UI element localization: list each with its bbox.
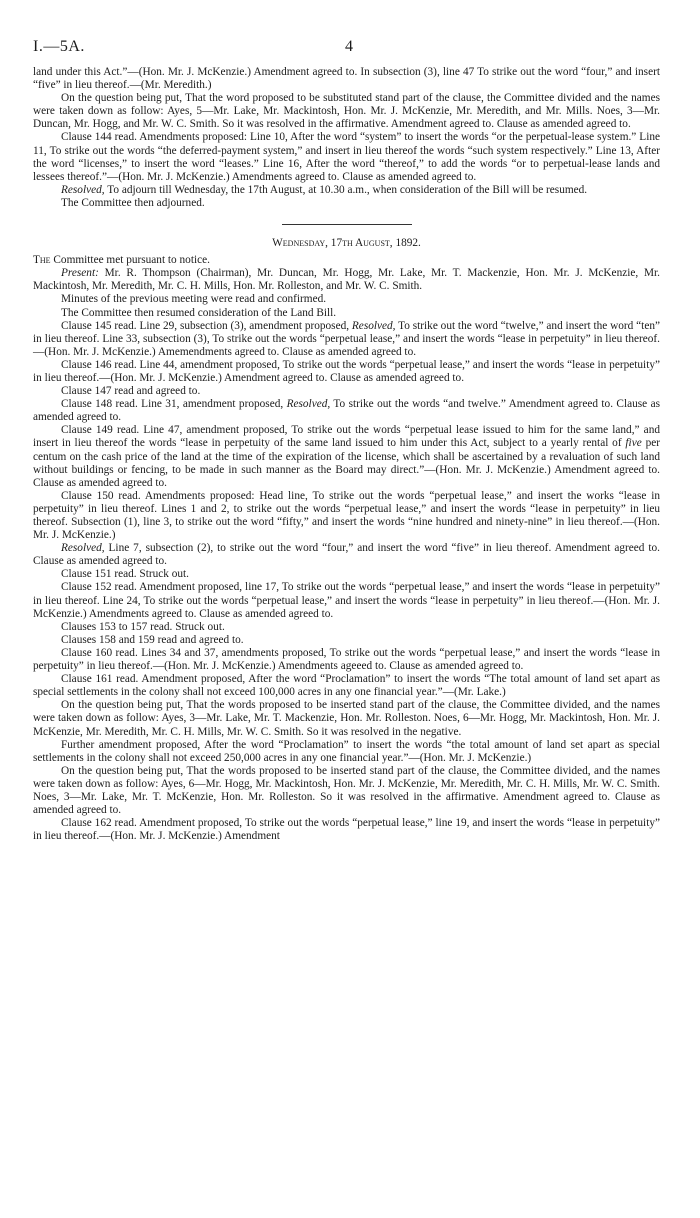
- page-header: [33, 40, 660, 66]
- clause-149-text: per centum on the cash price of the land at the time of the expiration of the license, which shall be ascertained by a revaluation of such land without buildings or fencing, to be made in such manner as the Board may direct.”—(Hon. Mr. J. McKenzie.) Amendment agreed to. Clause as amended agreed to.: [33, 437, 660, 489]
- paragraph-resumed: The Committee then resumed consideration of the Land Bill.: [61, 306, 337, 319]
- paragraph-division-2: On the question being put, That the words proposed to be inserted stand part of the clause, the Committee divided, and the names were taken down as follow: Ayes, 6—Mr. Hogg, Mr. Mackintosh, Hon. Mr. J. McKenzie, Mr. Meredith, Mr. C. H. Mills, Mr. W. C. Smith. Noes, 3—Mr. Lake, Mr. T. McKenzie, Hon. Mr. Rolleston. So it was resolved in the affirmative. Amendment agreed to. Clause as amended agreed to.: [33, 764, 660, 817]
- paragraph-clause-152: Clause 152 read. Amendment proposed, line 17, To strike out the words “perpetual lease,” and insert the words “lease in perpetuity” in lieu thereof. Line 24, To strike out the words “perpetual lease,” and insert the words “lease in perpetuity” in lieu thereof.—(Hon. Mr. J. McKenzie.) Amendments agreed to. Clause as amended agreed to.: [33, 581, 660, 620]
- clause-148-lead: Clause 148 read. Line 31, amendment proposed,: [61, 398, 287, 411]
- present-label: Present:: [61, 267, 99, 280]
- paragraph-clause-160: Clause 160 read. Lines 34 and 37, amendments proposed, To strike out the words “perpetual lease,” and insert the words “lease in perpetuity” in lieu thereof.—(Hon. Mr. J. McKenzie.) Amendments ageeed to. Clause as amended agreed to.: [33, 646, 660, 673]
- met-lead: The: [33, 254, 51, 267]
- paper-reference: I.—5A.: [33, 38, 85, 55]
- paragraph-present: [33, 267, 660, 293]
- paragraph-clause-147: Clause 147 read and agreed to.: [61, 385, 201, 398]
- section-divider: [282, 224, 412, 225]
- present-text: Mr. R. Thompson (Chairman), Mr. Duncan, Mr. Hogg, Mr. Lake, Mr. T. Mackenzie, Hon. Mr. J. McKenzie, Mr. Mackintosh, Mr. Meredith, Mr. C. H. Mills, Hon. Mr. Rolleston, and Mr. W. C. Smith.: [33, 267, 660, 293]
- paragraph-clause-149: [33, 424, 660, 489]
- paragraph-clauses-153-157: Clauses 153 to 157 read. Struck out.: [61, 620, 225, 633]
- paragraph-minutes: Minutes of the previous meeting were read and confirmed.: [61, 293, 327, 306]
- resolved-text: To adjourn till Wednesday, the 17th August, at 10.30 a.m., when consideration of the Bill will be resumed.: [104, 183, 588, 196]
- paragraph-met: [33, 254, 660, 267]
- clause-145-text: To strike out the word “twelve,” and insert the word “ten” in lieu thereof. Line 33, subsection (3), To strike out the words “perpetual lease,” and insert the words “lease in perpetuity” in lieu thereof.—(Hon. Mr. J. McKenzie.) Amemendments agreed to. Clause as amended agreed to.: [33, 319, 660, 358]
- paragraph-clause-145: [33, 320, 660, 359]
- paragraph-clause-144: Clause 144 read. Amendments proposed: Line 10, After the word “system” to insert the words “or the perpetual-lease system.” Line 11, To strike out the words “the deferred-payment system,” and insert in lieu thereof the words “such system respectively.” Line 13, After the word “licenses,” to insert the word “leases.” Line 16, After the word “thereof,” to add the words “or to perpetual-lease lands and lessees thereof.”—(Hon. Mr. J. McKenzie.) Amendments agreed to. Clause as amended agreed to.: [33, 131, 660, 183]
- paragraph-continuation: land under this Act.”—(Hon. Mr. J. McKenzie.) Amendment agreed to. In subsection (3), line 47 To strike out the word “four,” and insert “five” in lieu thereof.—(Mr. Meredith.): [33, 66, 660, 92]
- paragraph-further-amendment: Further amendment proposed, After the word “Proclamation” to insert the words “the total amount of land set apart as special settlements in the colony shall not exceed 250,000 acres in any one financial year.”—(Hon. Mr. J. McKenzie.): [33, 738, 660, 764]
- met-rest: Committee met pursuant to notice.: [50, 254, 210, 267]
- paragraph-clause-151: Clause 151 read. Struck out.: [61, 568, 190, 581]
- clause-149-italic: five: [625, 437, 642, 450]
- paragraph-resolved-adjourn: [33, 184, 660, 197]
- paragraph-clause-161: Clause 161 read. Amendment proposed, After the word “Proclamation” to insert the words “The total amount of land set apart as special settlements in the colony shall not exceed 100,000 acres in any one financial year.”—(Mr. Lake.): [33, 673, 660, 699]
- paragraph-clauses-158-159: Clauses 158 and 159 read and agreed to.: [61, 633, 244, 646]
- clause-148-text: To strike out the words “and twelve.” Amendment agreed to. Clause as amended agreed to.: [33, 398, 660, 424]
- paragraph-division-clause-143: On the question being put, That the word proposed to be substituted stand part of the clause, the Committee divided and the names were taken down as follow: Ayes, 5—Mr. Lake, Mr. Mackintosh, Hon. Mr. J. McKenzie, Mr. Meredith, and Mr. Mills. Noes, 3—Mr. Duncan, Mr. Hogg, and Mr. W. C. Smith. So it was resolved in the affirmative. Amendment agreed to. Clause as amended agreed to.: [33, 92, 660, 131]
- clause-145-resolved: Resolved,: [351, 319, 396, 332]
- clause-149-lead: Clause 149 read. Line 47, amendment proposed, To strike out the words “perpetual lease issued to him for the same land,” and insert in lieu thereof the words “lease in perpetuity of the same land issued to him under this Act, subject to a yearly rental of: [33, 424, 660, 450]
- clause-145-lead: Clause 145 read. Line 29, subsection (3), amendment proposed,: [61, 319, 352, 332]
- paragraph-clause-148: [33, 398, 660, 424]
- paragraph-clause-150: Clause 150 read. Amendments proposed: Head line, To strike out the words “perpetual lease,” and insert the works “lease in perpetuity” in lieu thereof. Lines 1 and 2, to strike out the words “perpetual lease,” and insert the words “lease in perpetuity” in lieu thereof. Subsection (1), line 3, to strike out the word “fifty,” and insert the words “nine hundred and ninety-nine” in lieu thereof.—(Hon. Mr. J. McKenzie.): [33, 489, 660, 542]
- paragraph-division-1: On the question being put, That the words proposed to be inserted stand part of the clause, the Committee divided, and the names were taken down as follow: Ayes, 3—Mr. Lake, Mr. T. Mackenzie, Hon. Mr. Rolleston. Noes, 6—Mr. Hogg, Mr. Mackintosh, Hon. Mr. J. McKenzie, Mr. Meredith, Mr. C. H. Mills, Mr. W. C. Smith. So it was resolved in the negative.: [33, 699, 660, 738]
- paragraph-adjourned: The Committee then adjourned.: [61, 196, 205, 209]
- resolved-label: Resolved,: [61, 183, 105, 196]
- paragraph-resolved-clause-150: [33, 542, 660, 568]
- paragraph-clause-146: Clause 146 read. Line 44, amendment proposed, To strike out the words “perpetual lease,” and insert the words “lease in perpetuity” in lieu thereof.—(Hon. Mr. J. McKenzie.) Amendment agreed to. Clause as amended agreed to.: [33, 358, 660, 384]
- paragraph-clause-162: Clause 162 read. Amendment proposed, To strike out the words “perpetual lease,” line 19, and insert the words “lease in perpetuity” in lieu thereof.—(Hon. Mr. J. McKenzie.) Amendment: [33, 817, 660, 843]
- resolved-2-label: Resolved,: [61, 542, 105, 555]
- date-heading: Wednesday, 17th August, 1892.: [272, 237, 421, 250]
- page-number: 4: [345, 38, 353, 55]
- resolved-2-text: Line 7, subsection (2), to strike out the word “four,” and insert the word “five” in lieu thereof. Amendment agreed to. Clause as amended agreed to.: [33, 542, 660, 568]
- clause-148-resolved: Resolved,: [286, 398, 331, 411]
